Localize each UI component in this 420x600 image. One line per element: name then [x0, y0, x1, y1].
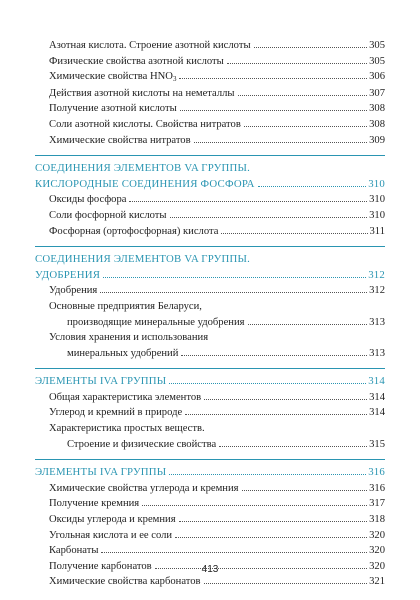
toc-entry-page: 305	[369, 40, 385, 51]
section-heading[interactable]	[35, 268, 385, 284]
toc-entry[interactable]	[35, 346, 385, 362]
section-heading-page: 312	[368, 268, 385, 281]
toc-entry-title: Удобрения	[49, 285, 98, 297]
toc-entry-page: 310	[369, 194, 385, 206]
toc-entry-page: 321	[369, 576, 385, 588]
toc-entry[interactable]	[35, 528, 385, 544]
toc-entry-page: 314	[369, 391, 385, 403]
toc-entry-title: Условия хранения и использования	[49, 332, 209, 344]
toc-entry-title: Азотная кислота. Строение азотной кислоты	[49, 40, 251, 51]
subscript: 3	[172, 75, 177, 84]
section-heading-text: СОЕДИНЕНИЯ ЭЛЕМЕНТОВ VA ГРУППЫ.	[35, 162, 250, 175]
toc-entry-title: Общая характеристика элементов	[49, 391, 202, 403]
dot-leader	[204, 399, 367, 400]
toc-entry-line[interactable]	[35, 330, 385, 346]
section-divider	[35, 368, 385, 369]
section-heading-page: 310	[368, 177, 385, 190]
section-divider	[35, 246, 385, 247]
toc-entry-page: 314	[369, 407, 385, 419]
toc-entry[interactable]	[35, 54, 385, 70]
toc-entry-title: Химические свойства нитратов	[49, 134, 191, 146]
toc-entry[interactable]	[35, 38, 385, 54]
section-heading[interactable]	[35, 374, 385, 390]
toc-entry-page: 309	[369, 134, 385, 146]
toc-entry-title: Химические свойства карбонатов	[49, 576, 201, 588]
toc-entry[interactable]	[35, 117, 385, 133]
toc-entry-title: Физические свойства азотной кислоты	[49, 55, 224, 67]
toc-entry[interactable]	[35, 69, 385, 86]
dot-leader	[100, 292, 367, 293]
toc-entry[interactable]	[35, 512, 385, 528]
dot-leader	[142, 505, 367, 506]
section-heading-text: СОЕДИНЕНИЯ ЭЛЕМЕНТОВ VA ГРУППЫ.	[35, 253, 250, 266]
dot-leader	[254, 47, 368, 48]
toc-entry-title: Фосфорная (ортофосфорная) кислота	[49, 225, 219, 237]
toc-entry-page: 320	[369, 545, 385, 557]
section-heading-text: УДОБРЕНИЯ	[35, 268, 101, 281]
toc-entry-page: 308	[369, 103, 385, 115]
toc-entry-page: 318	[369, 514, 385, 526]
toc-entry-title: Оксиды фосфора	[49, 194, 127, 206]
toc-entry-title: производящие минеральные удобрения	[67, 316, 245, 328]
toc-entry-page: 307	[369, 87, 385, 99]
section-heading[interactable]	[35, 465, 385, 481]
dot-leader	[169, 383, 366, 384]
toc-entry-title: Соли азотной кислоты. Свойства нитратов	[49, 118, 241, 130]
dot-leader	[179, 78, 367, 79]
toc-entry-title: Угольная кислота и ее соли	[49, 529, 173, 541]
toc-entry-page: 320	[369, 560, 385, 572]
toc-entry[interactable]	[35, 390, 385, 406]
toc-entry-title-text: Химические свойства HNO	[49, 71, 173, 83]
toc-entry-page: 306	[369, 71, 385, 83]
toc-entry-page: 315	[369, 438, 385, 450]
toc-entry-page: 310	[369, 209, 385, 221]
toc-entry-title: Углерод и кремний в природе	[49, 407, 183, 419]
toc-entry[interactable]	[35, 192, 385, 208]
section-divider	[35, 155, 385, 156]
dot-leader	[129, 201, 367, 202]
table-of-contents	[35, 38, 385, 590]
dot-leader	[242, 490, 368, 491]
toc-entry-page: 305	[369, 55, 385, 67]
dot-leader	[101, 552, 367, 553]
toc-entry-title: Оксиды углерода и кремния	[49, 514, 176, 526]
toc-entry[interactable]	[35, 437, 385, 453]
toc-entry[interactable]	[35, 224, 385, 240]
section-heading-text: ЭЛЕМЕНТЫ IVA ГРУППЫ	[35, 375, 167, 388]
toc-entry-title: Химические свойства углерода и кремния	[49, 482, 239, 494]
dot-leader	[219, 446, 367, 447]
dot-leader	[258, 186, 367, 187]
toc-entry-title	[49, 69, 176, 86]
section-divider	[35, 459, 385, 460]
toc-entry-title: Получение кремния	[49, 498, 140, 510]
toc-entry-title: Получение карбонатов	[49, 560, 152, 572]
dot-leader	[194, 142, 368, 143]
toc-entry-title: Соли фосфорной кислоты	[49, 209, 167, 221]
toc-entry[interactable]	[35, 315, 385, 331]
dot-leader	[169, 474, 366, 475]
section-heading[interactable]	[35, 177, 385, 193]
dot-leader	[103, 277, 366, 278]
toc-entry[interactable]	[35, 496, 385, 512]
page-number: 413	[201, 564, 219, 575]
dot-leader	[248, 324, 368, 325]
toc-entry-page: 311	[369, 225, 385, 237]
section-heading-text: КИСЛОРОДНЫЕ СОЕДИНЕНИЯ ФОСФОРА	[35, 177, 255, 190]
toc-entry[interactable]	[35, 574, 385, 590]
toc-entry[interactable]	[35, 543, 385, 559]
toc-entry-page: 308	[369, 118, 385, 130]
toc-entry-page: 317	[369, 498, 385, 510]
section-heading-line[interactable]	[35, 161, 385, 177]
toc-entry-title: Получение азотной кислоты	[49, 103, 177, 115]
dot-leader	[238, 95, 368, 96]
dot-leader	[204, 583, 368, 584]
dot-leader	[179, 521, 368, 522]
toc-entry-line[interactable]	[35, 299, 385, 315]
section-heading-text: ЭЛЕМЕНТЫ IVA ГРУППЫ	[35, 466, 167, 479]
toc-entry-page: 312	[369, 285, 385, 297]
toc-entry-line[interactable]	[35, 421, 385, 437]
toc-entry-title: Карбонаты	[49, 545, 99, 557]
toc-entry-page: 313	[369, 347, 385, 359]
toc-entry-page: 320	[369, 529, 385, 541]
section-heading-line[interactable]	[35, 252, 385, 268]
toc-entry[interactable]	[35, 208, 385, 224]
toc-entry-title: Основные предприятия Беларуси,	[49, 300, 202, 312]
toc-entry[interactable]	[35, 101, 385, 117]
dot-leader	[185, 414, 367, 415]
toc-entry-title: Характеристика простых веществ.	[49, 423, 205, 435]
toc-entry-page: 316	[369, 482, 385, 494]
dot-leader	[181, 355, 367, 356]
toc-entry-title: Строение и физические свойства	[67, 438, 217, 450]
dot-leader	[227, 63, 367, 64]
dot-leader	[170, 217, 368, 218]
toc-entry[interactable]	[35, 405, 385, 421]
toc-entry-page: 313	[369, 316, 385, 328]
toc-entry[interactable]	[35, 283, 385, 299]
dot-leader	[175, 537, 367, 538]
dot-leader	[221, 233, 367, 234]
toc-entry-title: минеральных удобрений	[67, 347, 179, 359]
section-heading-page: 316	[368, 466, 385, 479]
dot-leader	[180, 110, 367, 111]
toc-entry[interactable]	[35, 133, 385, 149]
toc-entry[interactable]	[35, 86, 385, 102]
dot-leader	[244, 126, 367, 127]
toc-entry[interactable]	[35, 481, 385, 497]
section-heading-page: 314	[368, 375, 385, 388]
toc-entry-title: Действия азотной кислоты на неметаллы	[49, 87, 235, 99]
